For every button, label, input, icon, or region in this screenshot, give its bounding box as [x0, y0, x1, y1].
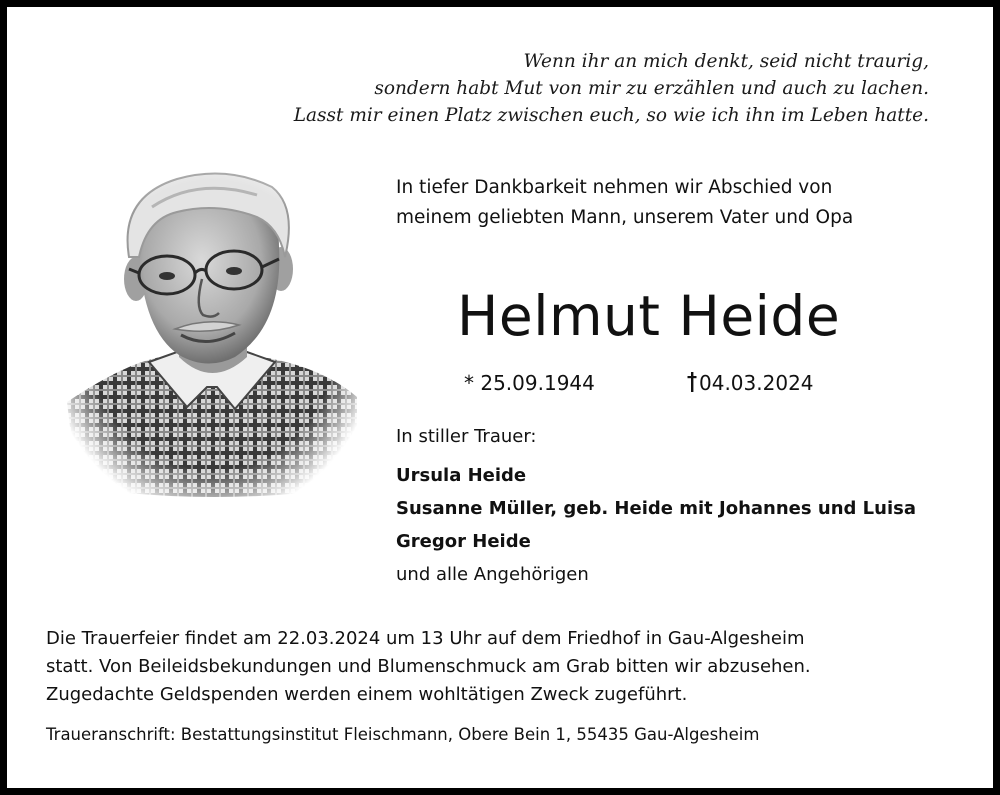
mourning-label: In stiller Trauer:: [396, 426, 537, 447]
mourner-name: Gregor Heide: [396, 531, 531, 552]
death-date-row: [687, 369, 814, 397]
death-date: 04.03.2024: [699, 371, 814, 395]
mourning-address: Traueranschrift: Bestattungsinstitut Fleischmann, Obere Bein 1, 55435 Gau-Algesheim: [46, 725, 760, 744]
mourners-list: [396, 459, 916, 591]
mourner-name: Ursula Heide: [396, 465, 527, 486]
intro-line: meinem geliebten Mann, unserem Vater und Opa: [396, 207, 854, 228]
intro-line: In tiefer Dankbarkeit nehmen wir Abschied von: [396, 177, 833, 198]
funeral-service-info: [46, 625, 811, 709]
poem-line: Lasst mir einen Platz zwischen euch, so wie ich ihn im Leben hatte.: [293, 105, 929, 126]
service-line: statt. Von Beileidsbekundungen und Blumenschmuck am Grab bitten wir abzusehen.: [46, 656, 811, 677]
latin-cross-icon: [687, 372, 697, 392]
service-line: Zugedachte Geldspenden werden einem wohltätigen Zweck zugeführt.: [46, 684, 688, 705]
mourner-name: Susanne Müller, geb. Heide mit Johannes und Luisa: [396, 498, 916, 519]
service-line: Die Trauerfeier findet am 22.03.2024 um 13 Uhr auf dem Friedhof in Gau-Algesheim: [46, 628, 805, 649]
birth-date: * 25.09.1944: [464, 371, 595, 395]
portrait-photo: [57, 157, 367, 507]
mourners-closing: und alle Angehörigen: [396, 564, 589, 585]
deceased-name: Helmut Heide: [457, 284, 841, 348]
poem-line: Wenn ihr an mich denkt, seid nicht traurig,: [523, 51, 929, 72]
memorial-poem: [294, 48, 929, 129]
farewell-intro: [396, 173, 853, 233]
poem-line: sondern habt Mut von mir zu erzählen und auch zu lachen.: [374, 78, 929, 99]
